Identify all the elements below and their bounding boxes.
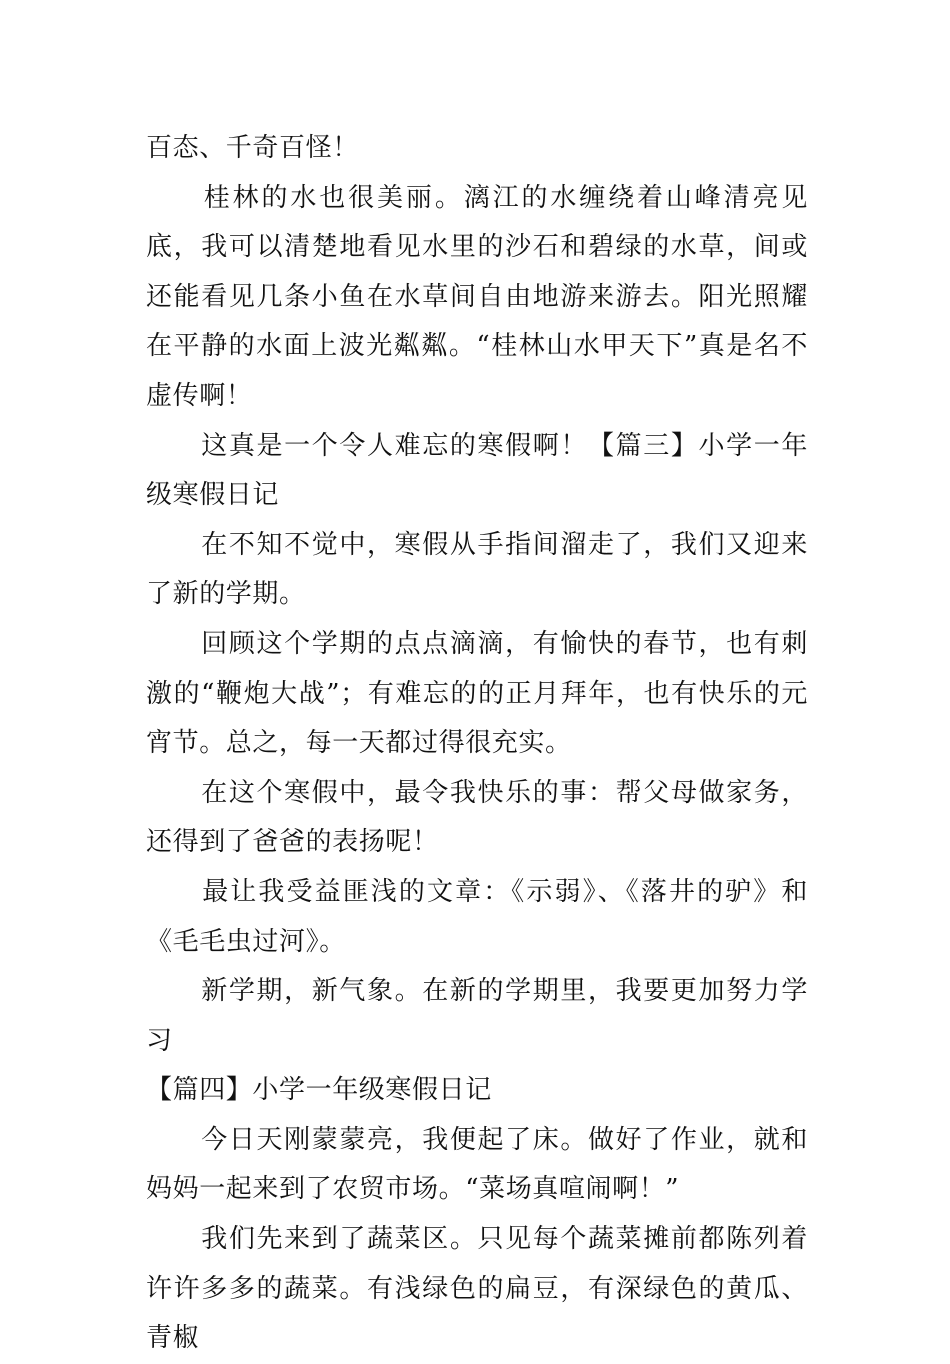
document-body [146, 124, 808, 1364]
paragraph-8: 新学期，新气象。在新的学期里，我要更加努力学习 [146, 976, 808, 1056]
paragraph-9: 今日天刚蒙蒙亮，我便起了床。做好了作业，就和妈妈一起来到了农贸市场。“菜场真喧闹啊！” [146, 1124, 808, 1205]
paragraph-4: 在不知不觉中，寒假从手指间溜走了，我们又迎来了新的学期。 [146, 529, 808, 610]
paragraph-5: 回顾这个学期的点点滴滴，有愉快的春节，也有刺激的“鞭炮大战”；有难忘的的正月拜年，也有快乐的元宵节。总之，每一天都过得很充实。 [146, 628, 808, 759]
paragraph-6: 在这个寒假中，最令我快乐的事：帮父母做家务，还得到了爸爸的表扬呢！ [146, 777, 808, 858]
section-heading-4: 【篇四】小学一年级寒假日记 [146, 1075, 492, 1106]
paragraph-10: 我们先来到了蔬菜区。只见每个蔬菜摊前都陈列着许许多多的蔬菜。有浅绿色的扁豆，有深绿色的黄瓜、青椒 [146, 1224, 808, 1354]
paragraph-2: 桂林的水也很美丽。漓江的水缠绕着山峰清亮见底，我可以清楚地看见水里的沙石和碧绿的水草，间或还能看见几条小鱼在水草间自由地游来游去。阳光照耀在平静的水面上波光粼粼。“桂林山水甲天下”真是名不虚传啊！ [146, 182, 808, 411]
paragraph-7: 最让我受益匪浅的文章：《示弱》、《落井的驴》和《毛毛虫过河》。 [146, 876, 808, 957]
paragraph-1: 百态、千奇百怪！ [146, 133, 359, 163]
paragraph-3: 这真是一个令人难忘的寒假啊！【篇三】小学一年级寒假日记 [146, 430, 808, 511]
